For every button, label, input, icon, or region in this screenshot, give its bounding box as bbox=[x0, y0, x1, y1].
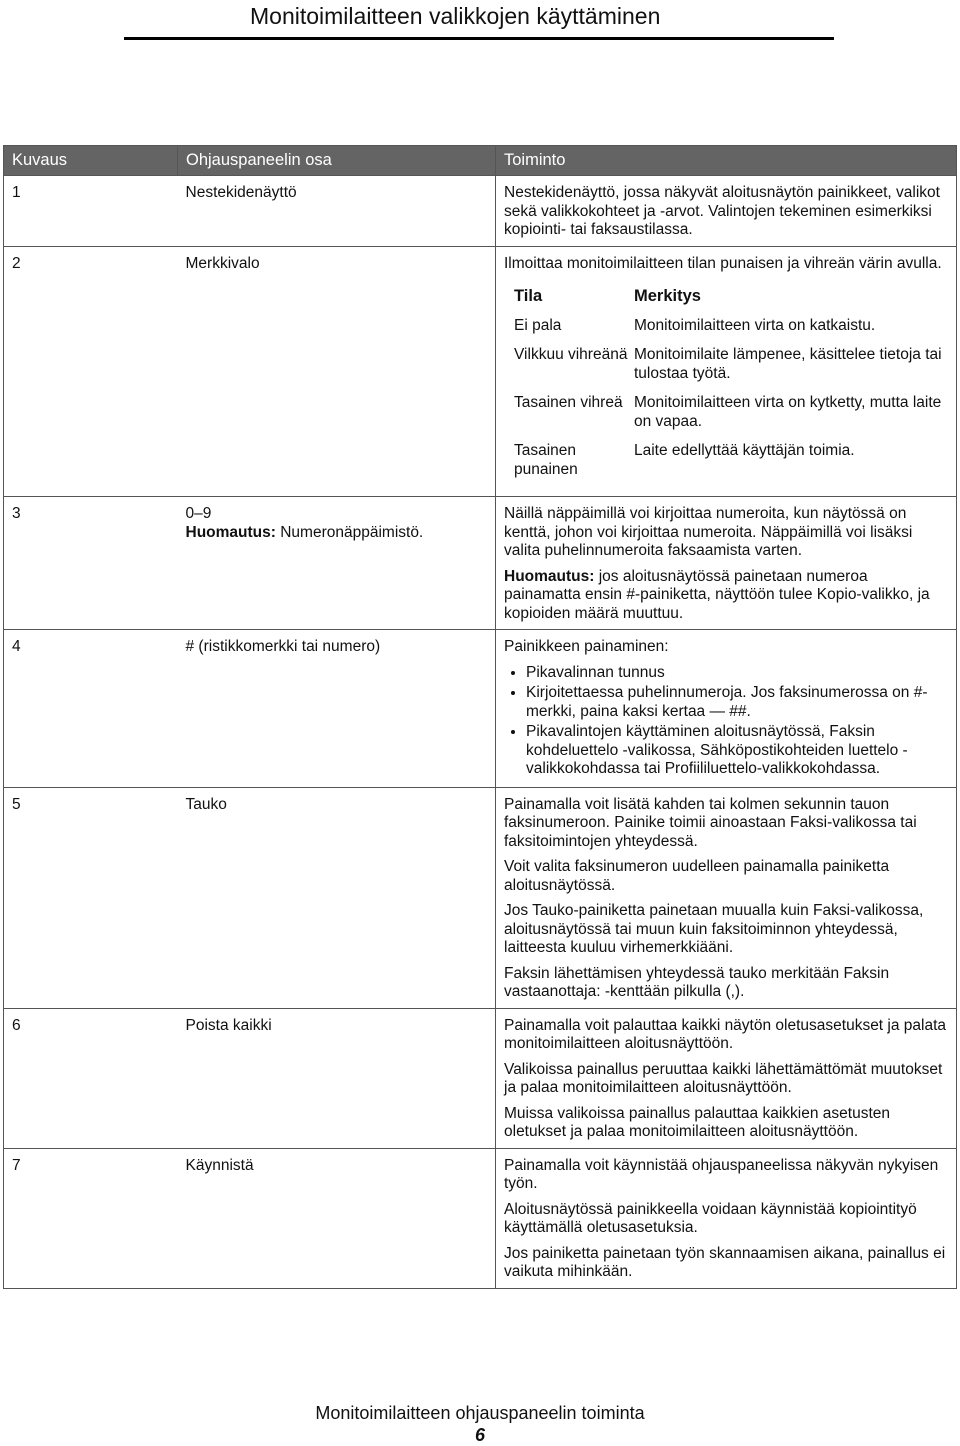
status-light-table bbox=[514, 287, 948, 490]
footer-page-number: 6 bbox=[474, 1425, 485, 1445]
row-part: Nestekidenäyttö bbox=[178, 176, 496, 247]
status-meaning: Monitoimilaitteen virta on kytketty, mutta laite on vapaa. bbox=[634, 394, 942, 430]
function-paragraph: Jos painiketta painetaan työn skannaamisen aikana, painallus ei vaikuta mihinkään. bbox=[504, 1244, 946, 1280]
function-paragraph: Painamalla voit palauttaa kaikki näytön oletusasetukset ja palata monitoimilaitteen aloitusnäyttöön. bbox=[504, 1016, 947, 1052]
note-text: jos aloitusnäytössä painetaan numeroa painamatta ensin #-painiketta, näyttöön tulee Kopio-valikko, ja kopioiden määrä muuttuu. bbox=[504, 567, 930, 622]
row-part: Tauko bbox=[178, 787, 496, 1008]
status-header-merkitys: Merkitys bbox=[634, 287, 701, 305]
row-part: # (ristikkomerkki tai numero) bbox=[178, 630, 496, 788]
row-part-label: 0–9 bbox=[185, 505, 212, 522]
row-part bbox=[178, 497, 496, 630]
row-function bbox=[496, 1148, 957, 1288]
function-paragraph: Painamalla voit käynnistää ohjauspaneelissa näkyvän nykyisen työn. bbox=[504, 1156, 939, 1192]
column-header-ohjauspaneelin-osa: Ohjauspaneelin osa bbox=[178, 146, 496, 176]
function-paragraph: Painamalla voit lisätä kahden tai kolmen sekunnin tauon faksinumeroon. Painike toimii ainoastaan Faksi-valikossa tai faksitoimintojen yhteydessä. bbox=[504, 795, 917, 850]
row-number: 6 bbox=[4, 1008, 178, 1148]
table-row bbox=[4, 787, 957, 1008]
table-row bbox=[4, 1148, 957, 1288]
function-paragraph: Näillä näppäimillä voi kirjoittaa numeroita, kun näytössä on kenttä, johon voi kirjoittaa numeroita. Näppäimillä voi lisäksi valita puhelinnumeroita faksaamista varten. bbox=[504, 505, 913, 559]
row-function bbox=[496, 497, 957, 630]
function-paragraph: Faksin lähettämisen yhteydessä tauko merkitään Faksin vastaanottaja: -kenttään pilkulla (,). bbox=[504, 964, 890, 1000]
status-state: Tasainen vihreä bbox=[514, 394, 623, 411]
table-row bbox=[4, 176, 957, 247]
row-number: 1 bbox=[4, 176, 178, 247]
row-function bbox=[496, 1008, 957, 1148]
list-item: • Pikavalinnan tunnus bbox=[526, 664, 948, 683]
footer-section-title: Monitoimilaitteen ohjauspaneelin toiminta bbox=[315, 1403, 645, 1423]
table-row bbox=[4, 246, 957, 497]
function-paragraph: Nestekidenäyttö, jossa näkyvät aloitusnäytön painikkeet, valikot sekä valikkokohteet ja -arvot. Valintojen tekeminen esimerkiksi kopiointi- tai faksaustilassa. bbox=[504, 184, 940, 238]
status-row bbox=[514, 346, 948, 394]
table-row bbox=[4, 1008, 957, 1148]
table-row bbox=[4, 630, 957, 788]
list-item: • Pikavalintojen käyttäminen aloitusnäytössä, Faksin kohdeluettelo -valikossa, Sähköpostikohteiden luettelo -valikkokohdassa tai Profiililuettelo-valikkokohdassa. bbox=[526, 723, 948, 779]
row-number: 4 bbox=[4, 630, 178, 788]
row-part: Poista kaikki bbox=[178, 1008, 496, 1148]
status-header-tila: Tila bbox=[514, 287, 543, 305]
function-paragraph: Muissa valikoissa painallus palauttaa kaikkien asetusten oletukset ja palaa monitoimilaitteen aloitusnäyttöön. bbox=[504, 1104, 890, 1140]
row-number: 3 bbox=[4, 497, 178, 630]
note-text: Numeronäppäimistö. bbox=[275, 523, 424, 541]
row-part-note bbox=[186, 524, 488, 543]
row-function bbox=[496, 176, 957, 247]
row-number: 2 bbox=[4, 246, 178, 497]
status-state: Ei pala bbox=[514, 316, 562, 334]
row-number: 7 bbox=[4, 1148, 178, 1288]
function-paragraph: Aloitusnäytössä painikkeella voidaan käynnistää kopiointityö käyttämällä oletusasetuksia. bbox=[504, 1200, 917, 1236]
note-label: Huomautus: bbox=[185, 523, 276, 541]
status-state: Tasainen punainen bbox=[514, 442, 578, 478]
function-paragraph: Jos Tauko-painiketta painetaan muualla kuin Faksi-valikossa, aloitusnäytössä tai muun kuin faksitoiminnon yhteydessä, laitteesta kuuluu virhemerkkiääni. bbox=[504, 902, 924, 956]
status-meaning: Laite edellyttää käyttäjän toimia. bbox=[634, 442, 855, 459]
function-paragraph: Painikkeen painaminen: bbox=[504, 638, 669, 655]
status-header-row bbox=[514, 287, 948, 317]
list-item: • Kirjoitettaessa puhelinnumeroja. Jos faksinumerossa on #-merkki, paina kaksi kertaa — ##. bbox=[526, 684, 948, 721]
function-bullet-list bbox=[504, 664, 948, 779]
status-row bbox=[514, 394, 948, 442]
status-meaning: Monitoimilaite lämpenee, käsittelee tietoja tai tulostaa työtä. bbox=[634, 346, 942, 382]
row-function bbox=[496, 246, 957, 497]
status-row bbox=[514, 442, 948, 490]
table-header-row bbox=[4, 146, 957, 176]
function-paragraph: Valikoissa painallus peruuttaa kaikki lähettämättömät muutokset ja palaa monitoimilaitteen aloitusnäyttöön. bbox=[504, 1060, 943, 1096]
control-panel-table bbox=[3, 145, 957, 1289]
row-number: 5 bbox=[4, 787, 178, 1008]
status-state: Vilkkuu vihreänä bbox=[514, 346, 628, 363]
function-paragraph: Ilmoittaa monitoimilaitteen tilan punaisen ja vihreän värin avulla. bbox=[504, 254, 942, 272]
row-function bbox=[496, 630, 957, 788]
column-header-toiminto: Toiminto bbox=[496, 146, 957, 176]
table-row bbox=[4, 497, 957, 630]
title-rule bbox=[124, 37, 834, 40]
function-paragraph: Voit valita faksinumeron uudelleen painamalla painiketta aloitusnäytössä. bbox=[504, 858, 890, 894]
row-part: Käynnistä bbox=[178, 1148, 496, 1288]
status-row bbox=[514, 317, 948, 347]
note-label: Huomautus: bbox=[504, 567, 595, 585]
column-header-kuvaus: Kuvaus bbox=[4, 146, 178, 176]
function-note bbox=[504, 568, 948, 624]
page-title: Monitoimilaitteen valikkojen käyttäminen bbox=[250, 3, 661, 29]
row-function bbox=[496, 787, 957, 1008]
row-part: Merkkivalo bbox=[178, 246, 496, 497]
status-meaning: Monitoimilaitteen virta on katkaistu. bbox=[634, 316, 876, 334]
